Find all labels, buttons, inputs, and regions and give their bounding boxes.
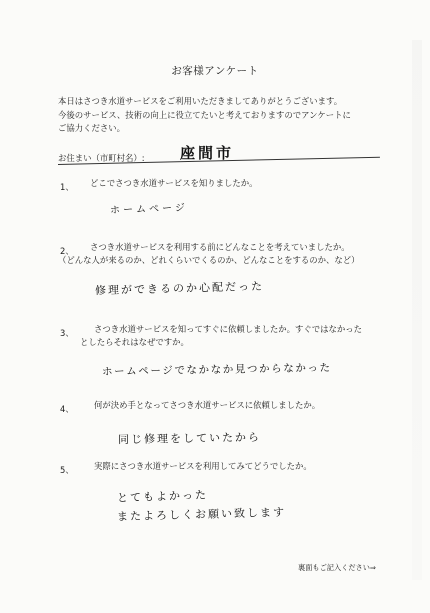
handwritten-answer: ホームページでなかなか見つからなかった: [101, 361, 332, 379]
question-number: 5、: [60, 465, 74, 475]
address-answer: 座間市: [180, 144, 235, 162]
question-number: 4、: [60, 404, 74, 414]
handwritten-answer: 同じ修理をしていたから: [117, 430, 262, 447]
question-text: 何が決め手となってさつき水道サービスに依頼しましたか。: [94, 400, 321, 410]
intro-line: 本日はさつき水道サービスをご利用いただきましてありがとうございます。: [58, 96, 343, 106]
question-text: （どんな人が来るのか、どれくらいでくるのか、どんなことをするのか、など）: [58, 255, 360, 265]
question-text: としたらそれはなぜですか。: [80, 337, 189, 347]
address-label: お住まい（市町村名）:: [58, 153, 145, 163]
question-text: さつき水道サービスを知ってすぐに依頼しましたか。すぐではなかった: [94, 324, 362, 334]
question-text: どこでさつき水道サービスを知りましたか。: [90, 178, 258, 188]
handwritten-answer: 修理ができるのか心配だった: [94, 279, 265, 298]
handwritten-answer: とてもよかった: [116, 488, 209, 505]
handwritten-answer: またよろしくお願い致します: [116, 505, 287, 524]
intro-text: [58, 95, 418, 136]
question-text: さつき水道サービスを利用する前にどんなことを考えていましたか。: [90, 242, 350, 252]
question-text: 実際にさつき水道サービスを利用してみてどうでしたか。: [94, 461, 312, 471]
handwritten-answer: ホームページ: [109, 202, 189, 217]
survey-title: お客様アンケート: [171, 65, 259, 77]
intro-line: ご協力ください。: [58, 123, 125, 133]
question-number: 2、: [60, 246, 74, 256]
question-number: 3、: [60, 328, 74, 338]
footer-note: 裏面もご記入ください⇒: [298, 563, 376, 572]
intro-line: 今後のサービス、技術の向上に役立てたいと考えておりますのでアンケートに: [58, 109, 351, 120]
question-number: 1、: [60, 182, 74, 192]
